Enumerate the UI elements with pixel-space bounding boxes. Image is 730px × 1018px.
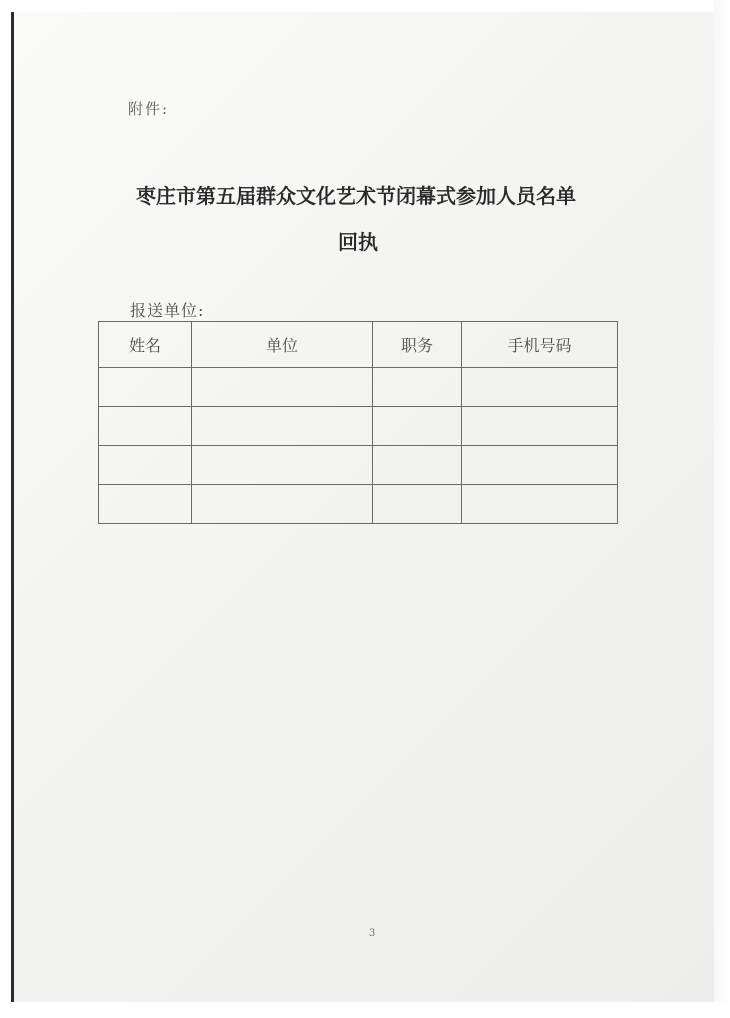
table-cell — [99, 485, 192, 524]
table-row — [99, 368, 618, 407]
table-cell — [462, 446, 618, 485]
column-header-position: 职务 — [373, 322, 462, 368]
document-title: 枣庄市第五届群众文化艺术节闭幕式参加人员名单 — [136, 184, 576, 208]
table-cell — [462, 368, 618, 407]
table-header-row — [99, 322, 618, 368]
table-cell — [99, 446, 192, 485]
sender-unit-label: 报送单位: — [130, 301, 205, 320]
table-cell — [462, 485, 618, 524]
table-cell — [192, 368, 373, 407]
table-cell — [192, 485, 373, 524]
table-cell — [192, 407, 373, 446]
table-cell — [99, 368, 192, 407]
table-cell — [373, 407, 462, 446]
table-row — [99, 485, 618, 524]
column-header-phone: 手机号码 — [462, 322, 618, 368]
paper-sheet — [14, 12, 714, 1002]
table-row — [99, 446, 618, 485]
attachment-label: 附件: — [128, 100, 170, 118]
table-cell — [192, 446, 373, 485]
table-row — [99, 407, 618, 446]
table-cell — [373, 485, 462, 524]
page-number: 3 — [369, 928, 376, 939]
table-cell — [99, 407, 192, 446]
background-edge-bottom — [0, 1002, 730, 1018]
column-header-unit: 单位 — [192, 322, 373, 368]
table-cell — [373, 368, 462, 407]
attendee-roster-table — [98, 321, 618, 524]
background-edge-right — [714, 0, 730, 1018]
table-cell — [462, 407, 618, 446]
table-cell — [373, 446, 462, 485]
document-subtitle: 回执 — [338, 230, 378, 254]
column-header-name: 姓名 — [99, 322, 192, 368]
